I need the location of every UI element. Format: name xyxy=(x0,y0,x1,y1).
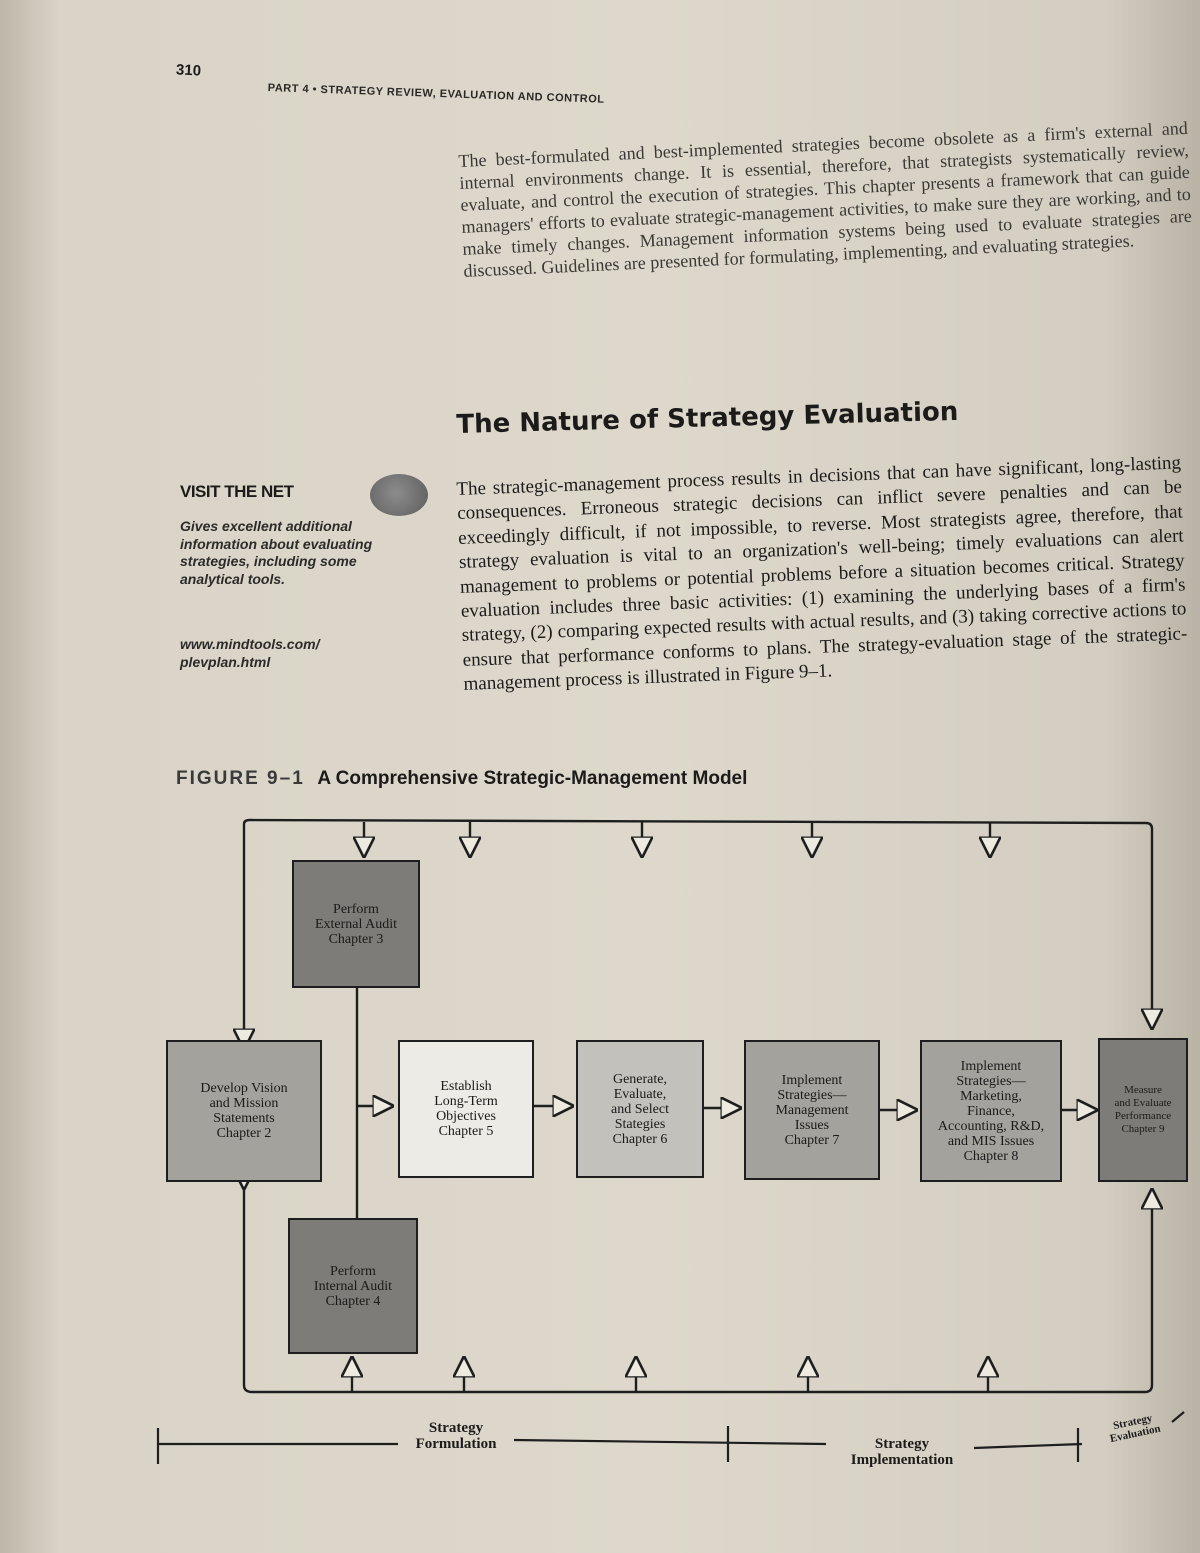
figure-number: FIGURE 9–1 xyxy=(176,768,305,789)
internal-audit-box xyxy=(288,1218,418,1354)
implement-management-box xyxy=(744,1040,880,1180)
generate-strategies-box xyxy=(576,1040,704,1178)
sidebar-link[interactable]: www.mindtools.com/ plevplan.html xyxy=(180,636,320,670)
external-audit-box xyxy=(292,860,420,988)
body-paragraph: The strategic-management process results in decisions that can have significant, long-lasting consequences. Erroneous strategic decisions can inflict severe penalties and can be exceedingly difficult, if not impossible, to reverse. Most strategists agree, therefore, that strategy evaluation is vital to an organization's well-being; timely evaluations can alert management to problems or potential problems before a situation becomes critical. Strategy evaluation includes three basic activities: (1) examining the underlying bases of a firm's strategy, (2) comparing expected results with actual results, and (3) taking corrective actions to ensure that performance conforms to plans. The strategy-evaluation stage of the strategic-management process is illustrated in Figure 9–1. xyxy=(456,452,1188,696)
vision-mission-box xyxy=(166,1040,322,1182)
generate-strategies-label: Generate, Evaluate, and Select Stategies Chapter 6 xyxy=(611,1071,669,1147)
phase-evaluation-label: Strategy Evaluation xyxy=(1108,1412,1162,1446)
phase-formulation-label: Strategy Formulation xyxy=(415,1420,497,1452)
figure-title: A Comprehensive Strategic-Management Model xyxy=(317,768,748,789)
running-head: PART 4 • STRATEGY REVIEW, EVALUATION AND CONTROL xyxy=(267,82,605,106)
external-audit-label: Perform External Audit Chapter 3 xyxy=(314,901,398,947)
section-title: The Nature of Strategy Evaluation xyxy=(456,396,959,440)
measure-performance-label: Measure and Evaluate Performance Chapter 9 xyxy=(1114,1084,1172,1135)
page-number: 310 xyxy=(175,61,202,80)
internal-audit-label: Perform Internal Audit Chapter 4 xyxy=(313,1263,393,1309)
implement-management-label: Implement Strategies— Management Issues Chapter 7 xyxy=(775,1072,849,1148)
intro-paragraph: The best-formulated and best-implemented strategies become obsolete as a firm's external and internal environments change. It is essential, therefore, that strategists systematically review, evaluate, and control the execution of strategies. This chapter presents a framework that can guide managers' efforts to evaluate strategic-management activities, to make sure they are working, and to make timely changes. Management information systems being used to evaluate strategies are discussed. Guidelines are presented for formulating, implementing, and evaluating strategies. xyxy=(458,117,1193,281)
sidebar-text: Gives excellent additional information about evaluating strategies, including some analytical tools. xyxy=(180,518,373,587)
measure-performance-box xyxy=(1098,1038,1188,1182)
objectives-box xyxy=(398,1040,534,1178)
sidebar-heading: VISIT THE NET xyxy=(180,482,294,501)
vision-mission-label: Develop Vision and Mission Statements Chapter 2 xyxy=(200,1081,288,1141)
phase-implementation-label: Strategy Implementation xyxy=(850,1436,954,1468)
implement-functional-label: Implement Strategies— Marketing, Finance, Accounting, R&D, and MIS Issues Chapter 8 xyxy=(937,1058,1045,1164)
implement-functional-box xyxy=(920,1040,1062,1182)
objectives-label: Establish Long-Term Objectives Chapter 5 xyxy=(434,1079,498,1139)
